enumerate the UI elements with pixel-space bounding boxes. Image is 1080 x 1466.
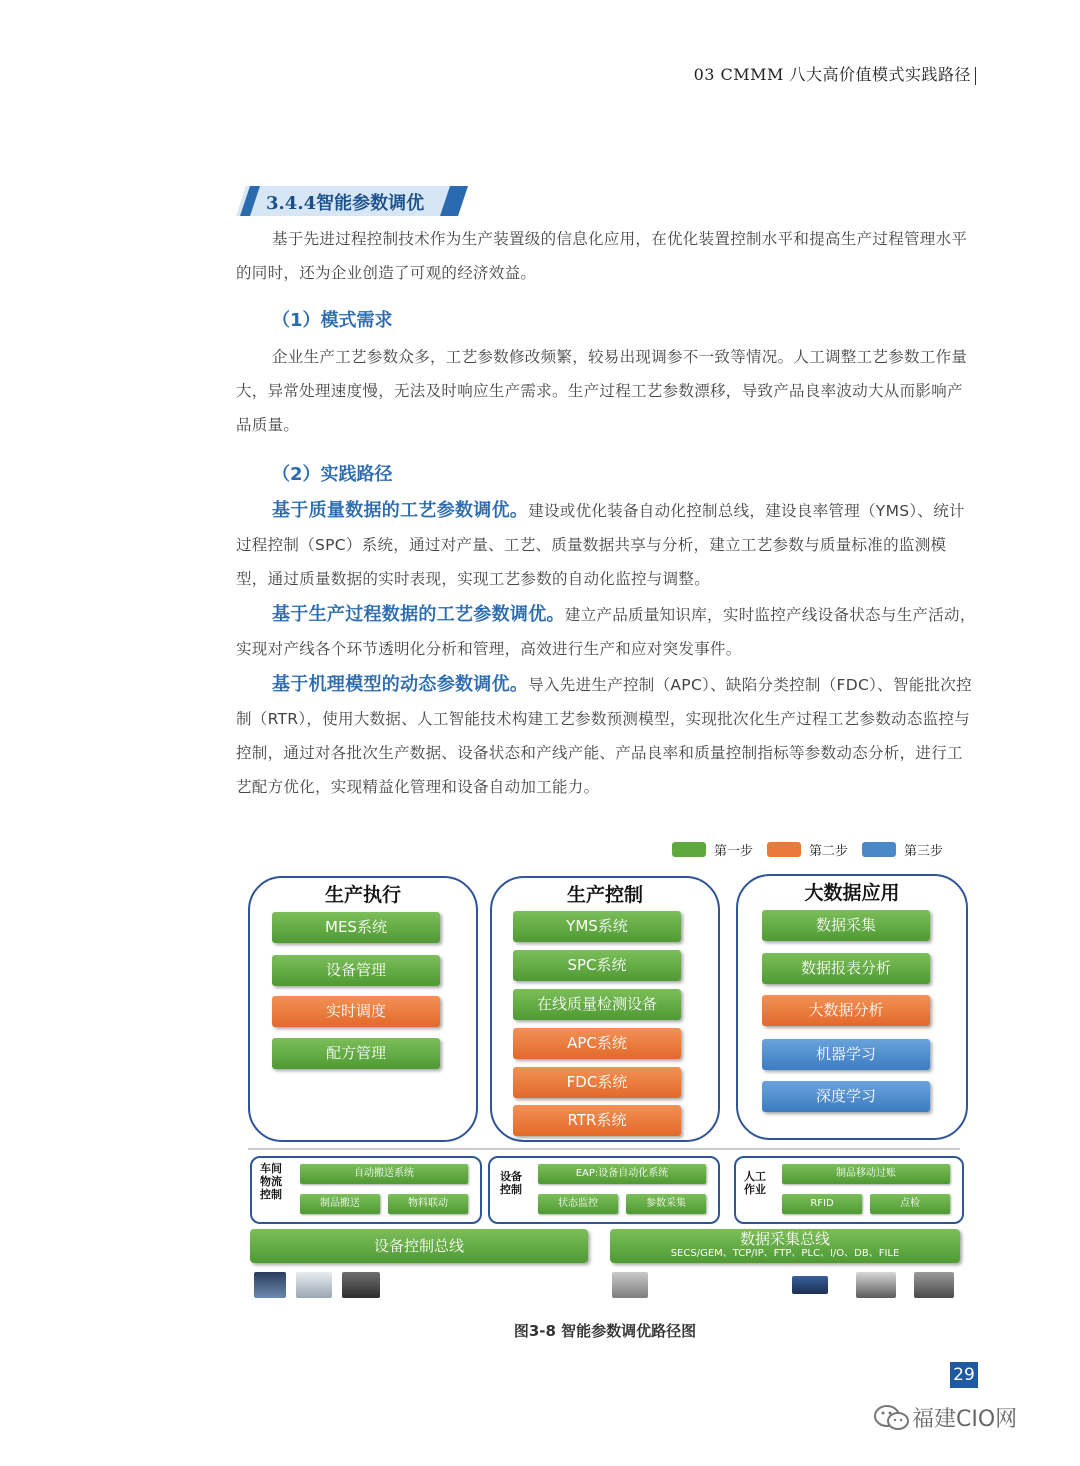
box-apc-system: APC系统	[513, 1028, 681, 1059]
box-rfid: RFID	[782, 1194, 862, 1214]
equipment-photo-server	[792, 1276, 828, 1294]
box-wip-transport: 制品搬送	[300, 1194, 380, 1214]
practice-lead-1: 基于质量数据的工艺参数调优。	[272, 500, 529, 521]
equipment-photo-agv	[254, 1272, 286, 1298]
demand-paragraph: 企业生产工艺参数众多，工艺参数修改频繁，较易出现调参不一致等情况。人工调整工艺参数工作量大，异常处理速度慢，无法及时响应生产需求。生产过程工艺参数漂移，导致产品良率波动大从而影响产品质量。	[236, 348, 968, 434]
bus-equipment-control: 设备控制总线	[250, 1229, 588, 1263]
box-deep-learning: 深度学习	[762, 1081, 930, 1112]
box-mes-system: MES系统	[272, 912, 440, 943]
box-data-report-analysis: 数据报表分析	[762, 953, 930, 984]
practice-text-1: 建设或优化装备自动化控制总线，建设良率管理（YMS）、统计过程控制（SPC）系统，通过对产量、工艺、质量数据共享与分析，建立工艺参数与质量标准的监测模型，通过质量数据的实时表现，实现工艺参数的自动化监控与调整。	[236, 502, 965, 588]
legend-swatch-step3	[862, 842, 896, 857]
watermark	[872, 1402, 1017, 1433]
header-divider	[975, 67, 976, 85]
legend-swatch-step2	[767, 842, 801, 857]
lower-box-equipment-control	[488, 1156, 720, 1224]
box-yms-system: YMS系统	[513, 911, 681, 942]
box-big-data-analysis: 大数据分析	[762, 995, 930, 1026]
column-production-control	[490, 876, 720, 1142]
demand-heading: （1）模式需求	[272, 310, 393, 331]
figure-caption: 图3-8 智能参数调优路径图	[513, 1322, 697, 1340]
equipment-photo-conveyor	[342, 1272, 380, 1298]
equipment-photo-workstation	[914, 1272, 954, 1298]
legend-label-step1: 第一步	[714, 844, 754, 859]
box-data-collection: 数据采集	[762, 910, 930, 941]
practice-lead-3: 基于机理模型的动态参数调优。	[272, 674, 529, 695]
box-auto-transport-system: 自动搬送系统	[300, 1164, 468, 1184]
legend-swatch-step1	[672, 842, 706, 857]
lower-box-manual-operation	[734, 1156, 964, 1224]
diagram-legend	[672, 840, 957, 859]
box-realtime-scheduling: 实时调度	[272, 996, 440, 1027]
box-machine-learning: 机器学习	[762, 1039, 930, 1070]
box-fdc-system: FDC系统	[513, 1067, 681, 1098]
box-parameter-collection: 参数采集	[626, 1194, 706, 1214]
section-banner	[236, 186, 468, 216]
practice-text-3: 导入先进生产控制（APC）、缺陷分类控制（FDC）、智能批次控制（RTR），使用大数据、人工智能技术构建工艺参数预测模型，实现批次化生产过程工艺参数动态监控与控制，通过对各批次生产数据、设备状态和产线产能、产品良率和质量控制指标等参数动态分析，进行工艺配方优化，实现精益化管理和设备自动加工能力。	[236, 676, 972, 796]
column-title: 生产控制	[566, 884, 643, 906]
lower-box-label: 车间物流控制	[260, 1162, 282, 1201]
box-spot-check: 点检	[870, 1194, 950, 1214]
practice-paragraph-1	[236, 494, 976, 596]
diagram-divider	[248, 1148, 960, 1150]
bus-data-collection	[610, 1229, 960, 1263]
box-status-monitoring: 状态监控	[538, 1194, 618, 1214]
lower-box-workshop-logistics	[250, 1156, 482, 1224]
box-eap-system: EAP:设备自动化系统	[538, 1164, 706, 1184]
box-wip-move-posting: 制品移动过账	[782, 1164, 950, 1184]
practice-paragraph-3	[236, 668, 976, 804]
column-title: 生产执行	[324, 884, 401, 906]
practice-paragraph-2	[236, 598, 976, 666]
bus-data-collection-protocols: SECS/GEM、TCP/IP、FTP、PLC、I/O、DB、FILE	[670, 1248, 900, 1259]
box-material-linkage: 物料联动	[388, 1194, 468, 1214]
legend-label-step3: 第三步	[904, 844, 944, 859]
equipment-photo-machine	[612, 1272, 648, 1298]
equipment-photo-plc	[856, 1272, 896, 1298]
watermark-text: 福建CIO网	[912, 1407, 1018, 1432]
box-spc-system: SPC系统	[513, 950, 681, 981]
box-rtr-system: RTR系统	[513, 1105, 681, 1136]
practice-heading: （2）实践路径	[272, 464, 393, 485]
bus-data-collection-title: 数据采集总线	[739, 1230, 830, 1248]
legend-label-step2: 第二步	[809, 844, 849, 859]
box-online-quality-inspection: 在线质量检测设备	[513, 989, 681, 1020]
page-number: 29	[950, 1362, 978, 1388]
column-title: 大数据应用	[804, 882, 900, 904]
running-header	[694, 62, 976, 85]
practice-lead-2: 基于生产过程数据的工艺参数调优。	[272, 604, 565, 625]
wechat-icon	[872, 1403, 912, 1433]
lower-box-label: 人工作业	[744, 1170, 766, 1196]
box-recipe-management: 配方管理	[272, 1038, 440, 1069]
column-big-data-application	[736, 874, 968, 1140]
intro-paragraph: 基于先进过程控制技术作为生产装置级的信息化应用，在优化装置控制水平和提高生产过程管理水平的同时，还为企业创造了可观的经济效益。	[236, 230, 968, 282]
box-equipment-management: 设备管理	[272, 955, 440, 986]
column-production-execution	[248, 876, 478, 1142]
equipment-photo-robot	[296, 1272, 332, 1298]
running-header-text: 03 CMMM 八大高价值模式实践路径	[693, 65, 971, 84]
section-title: 3.4.4智能参数调优	[266, 193, 425, 214]
practice-text-2: 建立产品质量知识库，实时监控产线设备状态与生产活动，实现对产线各个环节透明化分析和管理，高效进行生产和应对突发事件。	[236, 606, 976, 658]
lower-box-label: 设备控制	[500, 1170, 522, 1196]
